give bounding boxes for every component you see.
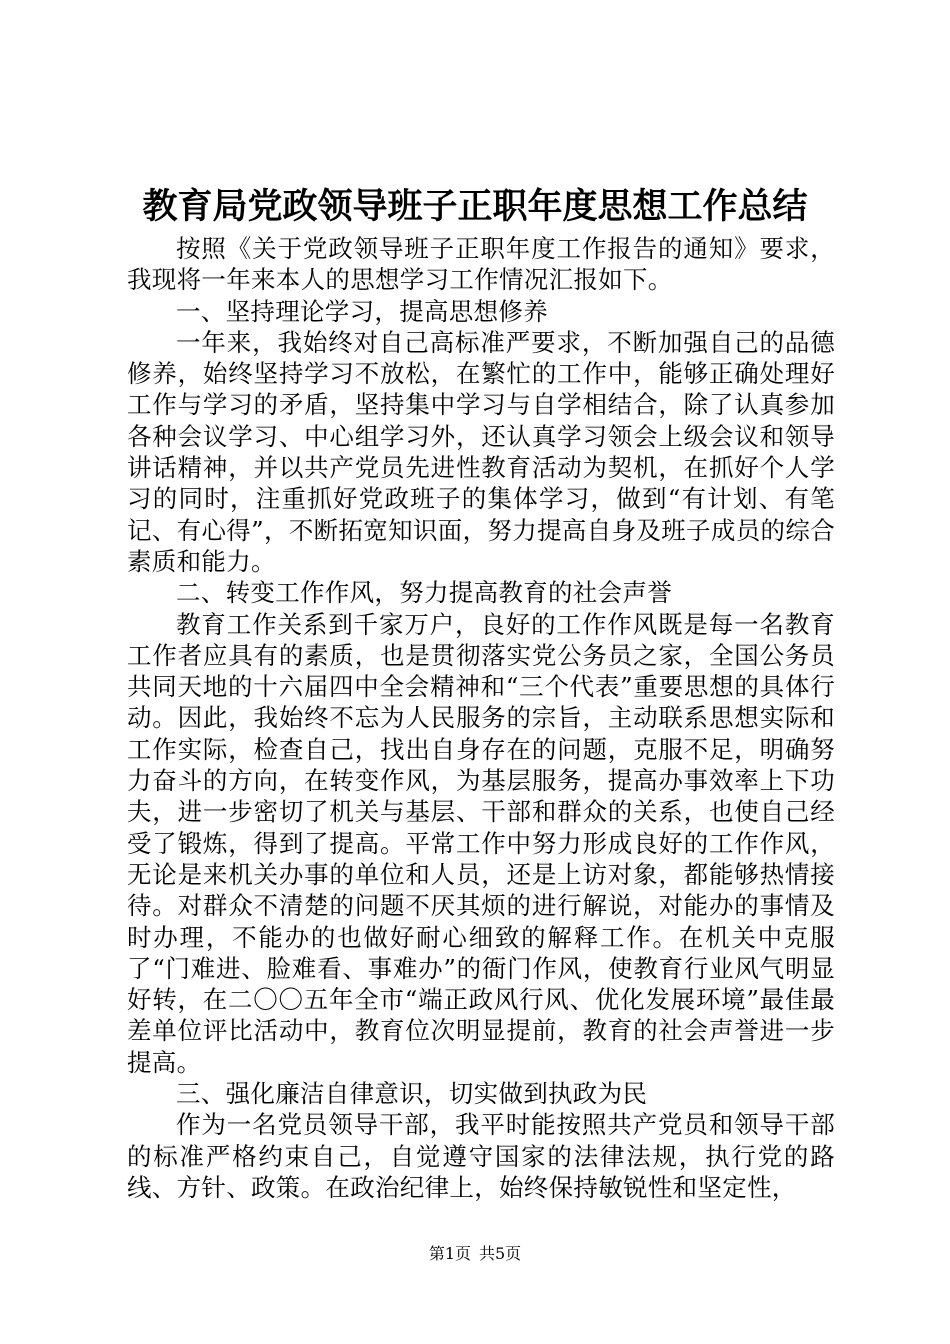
section-paragraph-2: 教育工作关系到千家万户，良好的工作作风既是每一名教育工作者应具有的素质，也是贯彻落实党公务员之家，全国公务员共同天地的十六届四中全会精神和“三个代表”重要思想的具体行动。因此，我始终不忘为人民服务的宗旨，主动联系思想实际和工作实际，检查自己，找出自身存在的问题，克服不足，明确努力奋斗的方向，在转变作风，为基层服务，提高办事效率上下功夫，进一步密切了机关与基层、干部和群众的关系，也使自己经受了锻炼，得到了提高。平常工作中努力形成良好的工作作风，无论是来机关办事的单位和人员，还是上访对象，都能够热情接待。对群众不清楚的问题不厌其烦的进行解说，对能办的事情及时办理，不能办的也做好耐心细致的解释工作。在机关中克服了“门难进、脸难看、事难办”的衙门作风，使教育行业风气明显好转，在二〇〇五年全市“端正政风行风、优化发展环境”最佳最差单位评比活动中，教育位次明显提前，教育的社会声誉进一步提高。 — [127, 609, 835, 1077]
section-heading-2: 二、转变工作作风，努力提高教育的社会声誉 — [176, 578, 672, 608]
page-number: 第1页 — [428, 1244, 471, 1263]
section-paragraph-3: 作为一名党员领导干部，我平时能按照共产党员和领导干部的标准严格约束自己，自觉遵守国家的法律法规，执行党的路线、方针、政策。在政治纪律上，始终保持敏锐性和坚定性， — [127, 1110, 835, 1202]
page-footer — [0, 1243, 950, 1265]
intro-paragraph: 按照《关于党政领导班子正职年度工作报告的通知》要求，我现将一年来本人的思想学习工作情况汇报如下。 — [127, 234, 835, 295]
section-heading-3: 三、强化廉洁自律意识，切实做到执政为民 — [176, 1079, 648, 1109]
document-title: 教育局党政领导班子正职年度思想工作总结 — [142, 186, 808, 227]
section-paragraph-1: 一年来，我始终对自己高标准严要求，不断加强自己的品德修养，始终坚持学习不放松，在繁忙的工作中，能够正确处理好工作与学习的矛盾，坚持集中学习与自学相结合，除了认真参加各种会议学习、中心组学习外，还认真学习领会上级会议和领导讲话精神，并以共产党员先进性教育活动为契机，在抓好个人学习的同时，注重抓好党政班子的集体学习，做到“有计划、有笔记、有心得”，不断拓宽知识面，努力提高自身及班子成员的综合素质和能力。 — [127, 327, 835, 576]
section-heading-1: 一、坚持理论学习，提高思想修养 — [176, 296, 548, 326]
document-body — [127, 233, 835, 1203]
page-total: 共5页 — [479, 1244, 522, 1263]
